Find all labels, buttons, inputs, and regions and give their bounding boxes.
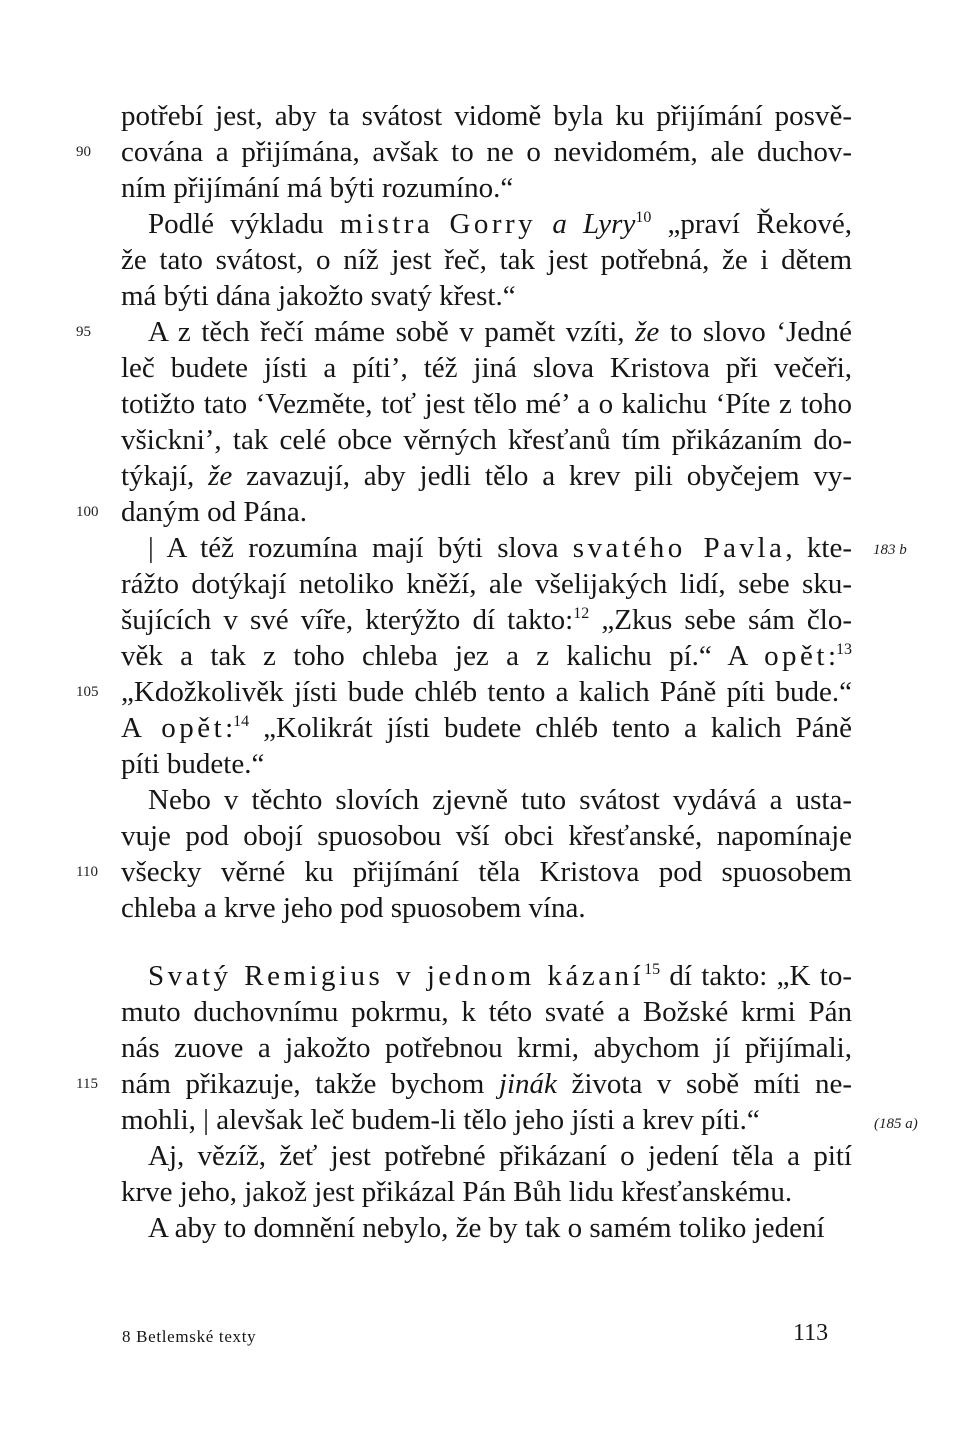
line-number: 95 bbox=[76, 324, 91, 340]
text-line: Nebo v těchto slovích zjevně tuto svátost vydává a usta- bbox=[148, 784, 852, 816]
text-line: že tato svátost, o níž jest řeč, tak jest potřebná, že i dětem bbox=[121, 244, 852, 276]
text-line: všickni’, tak celé obce věrných křesťanů tím přikázaním do- bbox=[121, 424, 852, 456]
text-line: A z těch řečí máme sobě v pamět vzíti, že to slovo ‘Jedné bbox=[148, 316, 853, 348]
text-line: leč budete jísti a píti’, též jiná slova Kristova při večeři, bbox=[121, 352, 852, 384]
line-number: 110 bbox=[76, 864, 98, 880]
text-line: muto duchovnímu pokrmu, k této svaté a Božské krmi Pán bbox=[121, 996, 852, 1028]
text-line: A aby to domnění nebylo, že by tak o samém toliko jedení bbox=[148, 1212, 825, 1244]
text-line: Podlé výkladu mistra Gorry a Lyry$^{10}$ „praví Řekové, bbox=[148, 208, 853, 240]
text-line: A opět:$^{14}$ „Kolikrát jísti budete chléb tento a kalich Páně bbox=[121, 712, 852, 744]
text-line: potřebí jest, aby ta svátost vidomě byla ku přijímání posvě- bbox=[121, 100, 852, 132]
line-number: 115 bbox=[76, 1076, 98, 1092]
text-line: všecky věrné ku přijímání těla Kristova pod spuosobem bbox=[121, 856, 852, 888]
line-number: 105 bbox=[76, 684, 99, 700]
text-line: | A též rozumína mají býti slova svatého Pavla, kte- bbox=[148, 532, 852, 564]
line-number: 90 bbox=[76, 144, 91, 160]
text-line: krve jeho, jakož jest přikázal Pán Bůh lidu křesťanskému. bbox=[121, 1176, 793, 1208]
text-line: daným od Pána. bbox=[121, 496, 308, 528]
text-line: rážto dotýkají netoliko kněží, ale všelijakých lidí, sebe sku- bbox=[121, 568, 852, 600]
margin-note: (185 a) bbox=[874, 1116, 918, 1132]
text-line: týkají, že zavazují, aby jedli tělo a krev pili obyčejem vy- bbox=[121, 460, 852, 492]
text-line: píti budete.“ bbox=[121, 748, 265, 780]
text-line: šujících v své víře, kterýžto dí takto:$^{12}$ „Zkus sebe sám člo- bbox=[121, 604, 852, 636]
text-line: Svatý Remigius v jednom kázaní$^{15}$ dí takto: „K to- bbox=[148, 960, 852, 992]
text-line: totižto tato ‘Vezměte, toť jest tělo mé’ a o kalichu ‘Píte z toho bbox=[121, 388, 852, 420]
page-number: 113 bbox=[793, 1320, 829, 1346]
text-line: má býti dána jakožto svatý křest.“ bbox=[121, 280, 516, 312]
text-line: ním přijímání má býti rozumíno.“ bbox=[121, 172, 514, 204]
text-line: nám přikazuje, takže bychom jinák života v sobě míti ne- bbox=[121, 1068, 852, 1100]
text-line: vuje pod obojí spuosobou vší obci křesťanské, napomínaje bbox=[121, 820, 852, 852]
signature-mark: 8 Betlemské texty bbox=[122, 1327, 257, 1346]
text-line: „Kdožkolivěk jísti bude chléb tento a kalich Páně píti bude.“ bbox=[121, 676, 852, 708]
margin-note: 183 b bbox=[873, 542, 907, 558]
text-line: mohli, | alevšak leč budem-li tělo jeho jísti a krev píti.“ bbox=[121, 1104, 760, 1136]
line-number: 100 bbox=[76, 504, 99, 520]
text-line: věk a tak z toho chleba jez a z kalichu pí.“ A opět:$^{13}$ bbox=[121, 640, 852, 672]
text-line: nás zuove a jakožto potřebnou krmi, abychom jí přijímali, bbox=[121, 1032, 852, 1064]
text-line: cována a přijímána, avšak to ne o nevidomém, ale duchov- bbox=[121, 136, 852, 168]
text-line: Aj, vězíž, žeť jest potřebné přikázaní o jedení těla a pití bbox=[148, 1140, 852, 1172]
text-line: chleba a krve jeho pod spuosobem vína. bbox=[121, 892, 586, 924]
